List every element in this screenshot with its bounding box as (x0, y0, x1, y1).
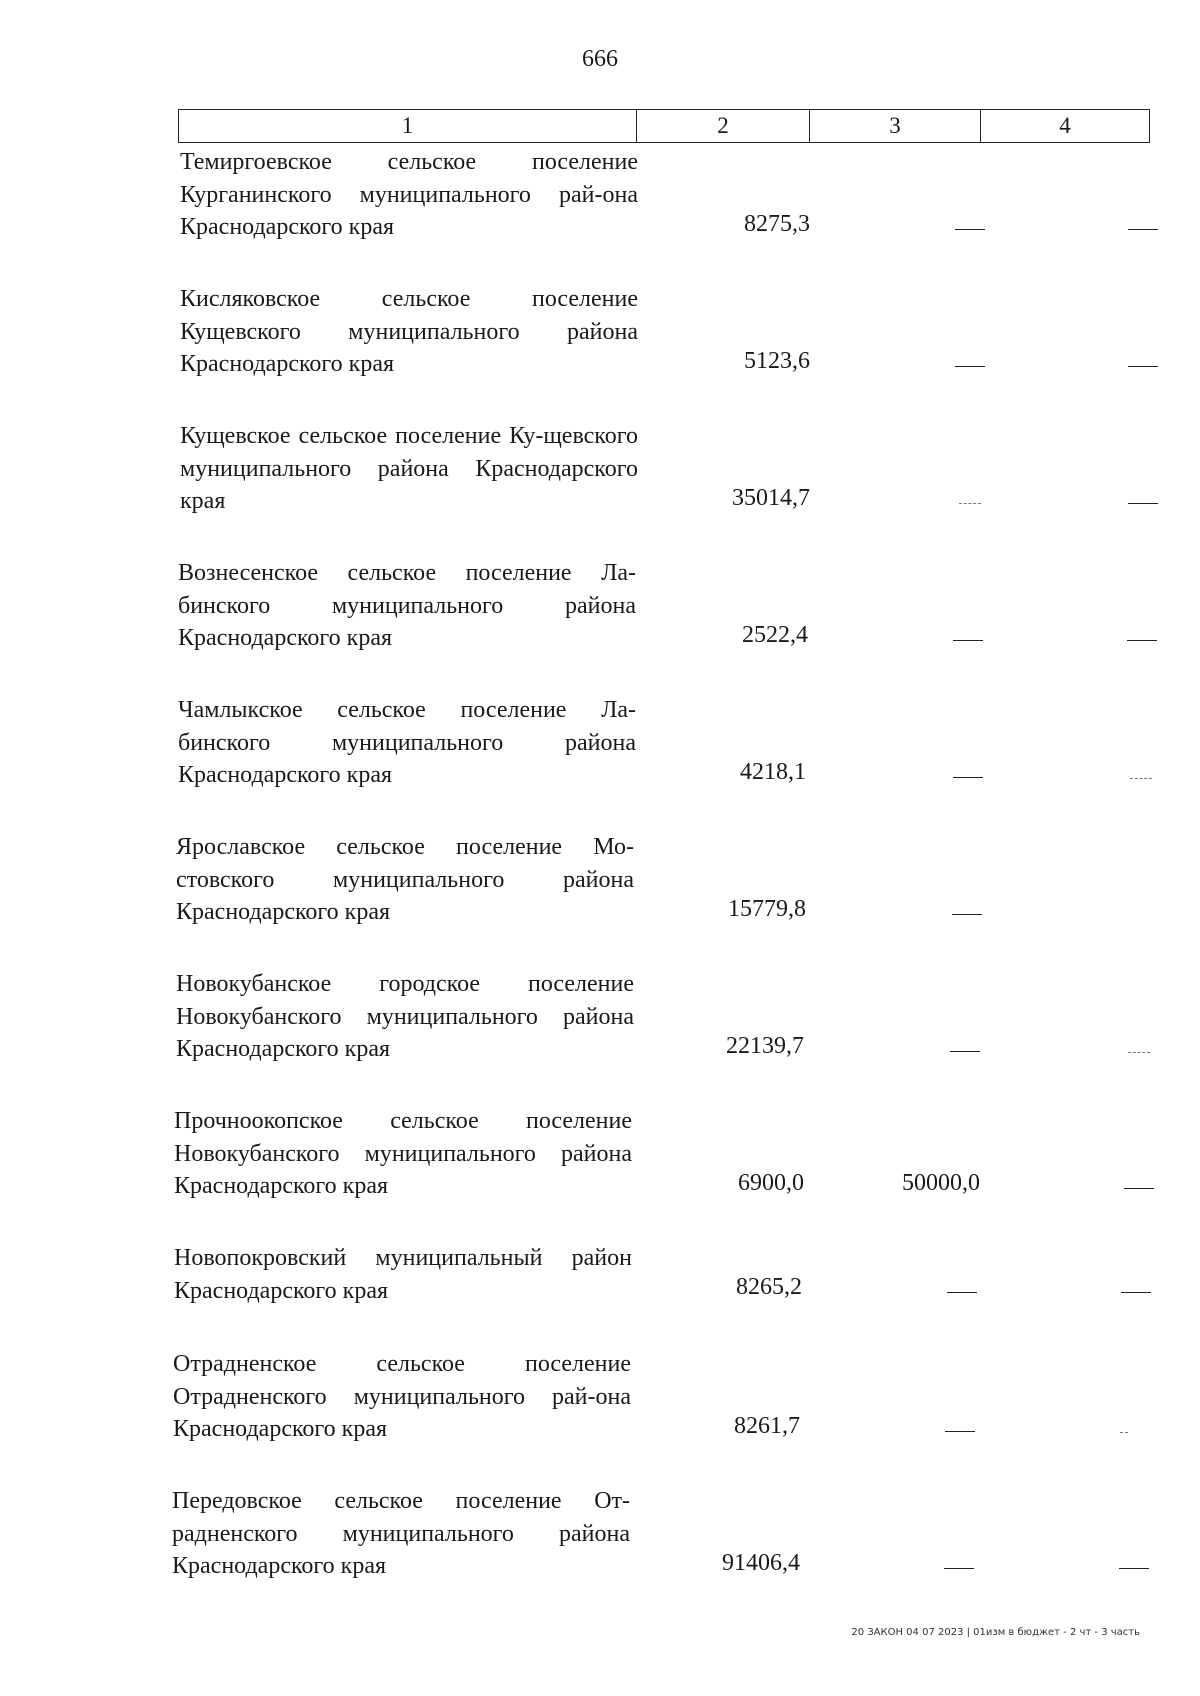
header-col-4: 4 (1059, 113, 1071, 138)
row-name: Отрадненское сельское поселение Отрадненского муниципального рай-она Краснодарского края (173, 1351, 631, 1442)
header-col-3: 3 (810, 110, 981, 142)
row-col-2-value: 8261,7 (734, 1413, 800, 1439)
row-col-3-dash (953, 777, 983, 778)
row-col-4-dash (1127, 640, 1157, 641)
row-col-4-dash (1128, 1052, 1150, 1053)
row-col-2-value: 2522,4 (742, 622, 808, 648)
table-header (178, 109, 1150, 143)
row-col-4-dash (1128, 366, 1158, 367)
row-name: Ярославское сельское поселение Мо-стовского муниципального района Краснодарского края (176, 834, 634, 925)
footer-note: 20 ЗАКОН 04 07 2023 | 01изм в бюджет - 2 чт - 3 часть (851, 1627, 1140, 1638)
row-name: Новопокровский муниципальный район Краснодарского края (174, 1245, 632, 1304)
row-col-2-value: 35014,7 (732, 485, 810, 511)
header-col-2: 2 (637, 110, 810, 142)
row-col-3-dash (953, 640, 983, 641)
row-col-3-dash (947, 1292, 977, 1293)
row-col-4-dash (1124, 1188, 1154, 1189)
row-col-2-value: 5123,6 (744, 348, 810, 374)
row-col-3-dash (959, 503, 981, 504)
row-col-3-dash (955, 366, 985, 367)
row-col-3-dash (950, 1051, 980, 1052)
row-name: Передовское сельское поселение От-радненского муниципального района Краснодарского края (172, 1488, 630, 1579)
header-col-1: 1 (179, 110, 637, 142)
row-name: Кущевское сельское поселение Ку-щевского муниципального района Краснодарского края (180, 423, 638, 514)
row-name: Кисляковское сельское поселение Кущевского муниципального района Краснодарского края (180, 286, 638, 377)
row-col-2-value: 91406,4 (722, 1550, 800, 1576)
row-col-3-dash (952, 914, 982, 915)
row-col-4-dash (1128, 229, 1158, 230)
row-col-3-dash (945, 1431, 975, 1432)
row-col-3-value: 50000,0 (902, 1170, 980, 1196)
row-name: Вознесенское сельское поселение Ла-бинского муниципального района Краснодарского края (178, 560, 636, 651)
row-col-2-value: 8275,3 (744, 211, 810, 237)
row-name: Прочноокопское сельское поселение Новокубанского муниципального района Краснодарского края (174, 1108, 632, 1199)
row-col-4-dash (1128, 503, 1158, 504)
row-name: Темиргоевское сельское поселение Курганинского муниципального рай-она Краснодарского края (180, 149, 638, 240)
row-col-3-dash (955, 229, 985, 230)
row-col-4-dash (1120, 1432, 1128, 1433)
row-col-4-dash (1130, 778, 1152, 779)
row-col-3-dash (944, 1568, 974, 1569)
row-col-2-value: 4218,1 (740, 759, 806, 785)
row-col-2-value: 22139,7 (726, 1033, 804, 1059)
row-name: Чамлыкское сельское поселение Ла-бинского муниципального района Краснодарского края (178, 697, 636, 788)
page-number: 666 (582, 46, 618, 72)
row-col-2-value: 6900,0 (738, 1170, 804, 1196)
row-col-4-dash (1121, 1292, 1151, 1293)
row-col-2-value: 15779,8 (728, 896, 806, 922)
row-col-4-dash (1119, 1568, 1149, 1569)
row-name: Новокубанское городское поселение Новокубанского муниципального района Краснодарского края (176, 971, 634, 1062)
row-col-2-value: 8265,2 (736, 1274, 802, 1300)
